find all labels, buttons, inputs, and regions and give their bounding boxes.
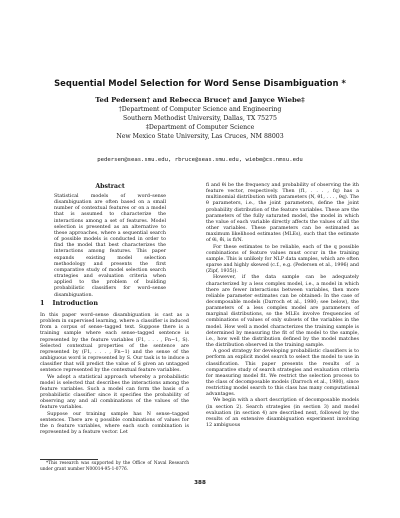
- abstract-text: Statistical models of word–sense disambiguation are often based on a small number of contextual features or on a model that is assumed to characterize the interactions among a set of features. Model selection is presented as an alternative to these approaches, where a sequential search of possible models is conducted in order to find the model that best characterizes the interactions among features. This paper expands existing model selection methodology and presents the first comparative study of model selection search strategies and evaluation criteria when applied to the problem of building probabilistic classifiers for word–sense disambiguation.: [54, 194, 166, 298]
- footnote: *This research was supported by the Office of Naval Research under grant number N00014-95-1-0776.: [40, 461, 189, 472]
- right-column-body: [206, 183, 359, 429]
- body-paragraph: For these estimates to be reliable, each of the q possible combinations of feature values must occur in the training sample. This is unlikely for NLP data samples, which are often sparse and highly skewed (c.f., e.g. (Pedersen et al., 1996) and (Zipf, 1935)).: [206, 244, 359, 275]
- body-paragraph: A good strategy for developing probabilistic classifiers is to perform an explicit model search to select the model to use in classification. This paper presents the results of a comparative study of search strategies and evaluation criteria for measuring model fit. We restrict the selection process to the class of decomposable models (Darroch et al., 1980), since restricting model search to this class has many computational advantages.: [206, 349, 359, 398]
- affiliation-line: New Mexico State University, Las Cruces, NM 88003: [116, 133, 284, 140]
- section-title: Introduction: [52, 299, 98, 307]
- affiliation-line: †Department of Computer Science and Engineering: [118, 106, 282, 113]
- body-paragraph: Suppose our training sample has N sense–tagged sentences. There are q possible combinations of values for the n feature variables, where each such combination is represented by a feature vector. Let: [40, 411, 189, 435]
- page-number: 388: [194, 480, 206, 486]
- footnote-rule: [40, 459, 98, 460]
- abstract-heading: Abstract: [95, 183, 125, 190]
- author-emails: pedersen@seas.smu.edu, rbruce@seas.smu.edu, wiebe@cs.nmsu.edu: [97, 157, 303, 163]
- left-column-body: [40, 313, 189, 436]
- body-paragraph: fi and θi be the frequency and probability of observing the ith feature vector, respectively. Then (f1, . . . , fq) has a multinomial distribution with parameters (N, θ1, . . . , θq). The θ parameters, i.e., the joint parameters, define the joint probability distribution of the feature variables. These are the parameters of the fully saturated model, the model in which the value of each variable directly affects the values of all the other variables. These parameters can be estimated as maximum likelihood estimates (MLEs), such that the estimate of θi, θ̂i, is fi/N.: [206, 183, 359, 244]
- body-paragraph: In this paper word–sense disambiguation is cast as a problem in supervised learning, where a classifier is induced from a corpus of sense–tagged text. Suppose there is a training sample where each sense–tagged sentence is represented by the feature variables (F1, . . . , Fn−1, S). Selected contextual properties of the sentence are represented by (F1, . . . , Fn−1) and the sense of the ambiguous word is represented by S. Our task is to induce a classifier that will predict the value of S given an untagged sentence represented by the contextual feature variables.: [40, 313, 189, 374]
- section-heading: [40, 299, 98, 307]
- body-paragraph: We begin with a short description of decomposable models (in section 2). Search strategies (in section 3) and model evaluation (in section 4) are described next, followed by the results of an extensive disambiguation experiment involving 12 ambiguous: [206, 398, 359, 429]
- affiliation-line: Southern Methodist University, Dallas, TX 75275: [123, 115, 277, 122]
- body-paragraph: We adopt a statistical approach whereby a probabilistic model is selected that describes the interactions among the feature variables. Such a model can form the basis of a probabilistic classifier since it specifies the probability of observing any and all combinations of the values of the feature variables.: [40, 374, 189, 411]
- paper-title: Sequential Model Selection for Word Sense Disambiguation *: [54, 78, 346, 88]
- author-list: Ted Pedersen† and Rebecca Bruce† and Janyce Wiebe‡: [95, 96, 305, 104]
- body-paragraph: However, if the data sample can be adequately characterized by a less complex model, i.e., a model in which there are fewer interactions between variables, then more reliable parameter estimates can be obtained: In the case of decomposable models (Darroch et al., 1980; see below), the parameters of a less complex model are parameters of marginal distributions, so the MLEs involve frequencies of combinations of values of only subsets of the variables in the model. How well a model characterizes the training sample is determined by measuring the fit of the model to the sample, i.e., how well the distribution defined by the model matches the distribution observed in the training sample.: [206, 275, 359, 349]
- affiliation-line: ‡Department of Computer Science: [145, 124, 255, 131]
- section-number: 1: [40, 299, 45, 307]
